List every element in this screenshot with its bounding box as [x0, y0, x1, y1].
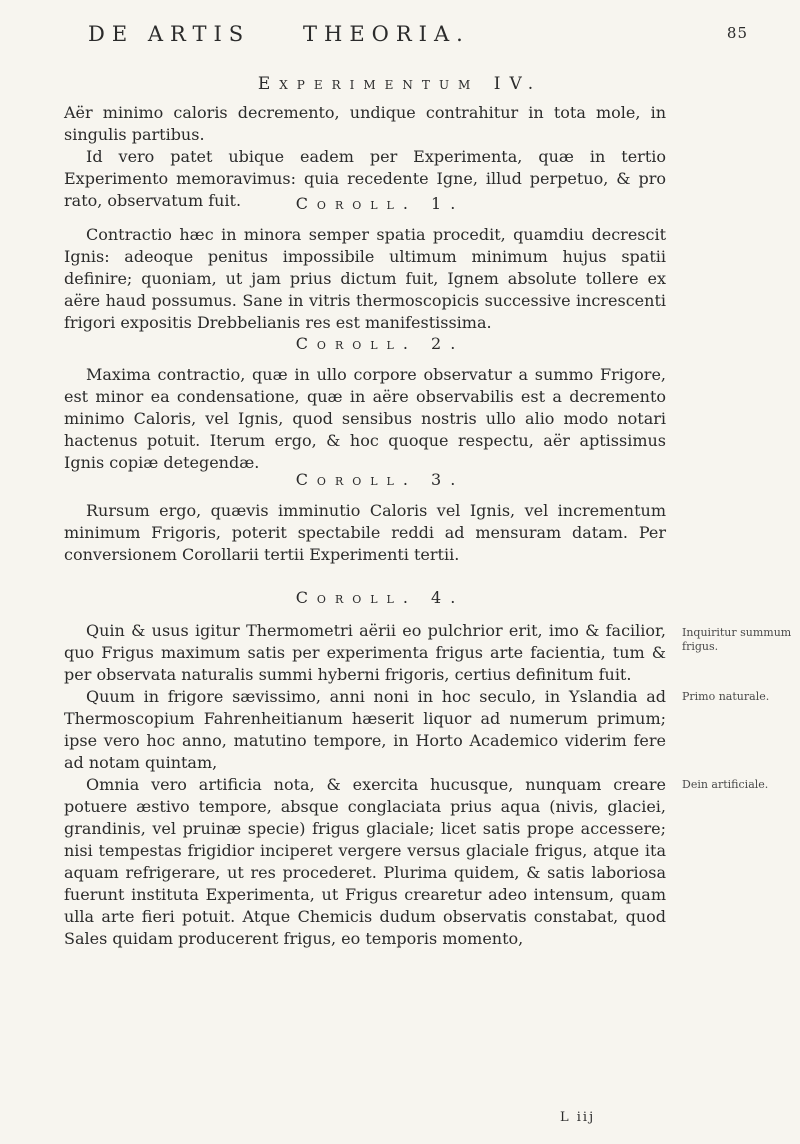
- corollary-heading: Coroll. 1.: [295, 194, 465, 213]
- paragraph: Rursum ergo, quævis imminutio Caloris vel Ignis, vel incrementum minimum Frigoris, poterit spectabile reddi ad mensuram datam. Per conversionem Corollarii tertii Experimenti tertii.: [64, 501, 666, 564]
- signature-mark: L iij: [560, 1110, 596, 1125]
- page-number: 85: [726, 24, 748, 42]
- header-left: DE ARTIS: [88, 22, 251, 46]
- paragraph: Omnia vero artificia nota, & exercita hucusque, nunquam creare potuere æstivo tempore, absque conglaciata prius aqua (nivis, glaciei, grandinis, vel pruinæ specie) frigus glaciale; licet satis prope accessere; nisi tempestas frigidior inciperet vergere versus glaciale frigus, atque ita aquam refrigerare, ut res procederet. Plurima quidem, & satis laboriosa fuerunt instituta Experimenta, ut Frigus crearetur adeo intensum, quam ulla arte fieri potuit. Atque Chemicis dudum observatis constabat, quod Sales quidam producerent frigus, eo temporis momento,: [64, 775, 666, 948]
- margin-note: Primo naturale.: [682, 690, 770, 703]
- paragraph: Quum in frigore sævissimo, anni noni in hoc seculo, in Yslandia ad Thermoscopium Fahrenheitianum hæserit liquor ad numerum primum; ipse vero hoc anno, matutino tempore, in Horto Academico viderim fere ad notam quintam,: [64, 687, 666, 772]
- corollary-heading: Coroll. 3.: [295, 470, 465, 489]
- corollary-heading: Coroll. 4.: [295, 588, 465, 607]
- section-corollary-4: [64, 620, 666, 950]
- paragraph: Quin & usus igitur Thermometri aërii eo pulchrior erit, imo & facilior, quo Frigus maximum satis per experimenta frigus arte facientia, tum & per observata naturalis summi hyberni frigoris, certius definitum fuit.: [64, 621, 666, 684]
- paragraph: Id vero patet ubique eadem per Experimenta, quæ in tertio Experimento memoravimus: quia recedente Igne, illud perpetuo, & pro rato, observatum fuit.: [64, 147, 666, 210]
- corollary-heading: Coroll. 2.: [295, 334, 465, 353]
- paragraph: Aër minimo caloris decremento, undique contrahitur in tota mole, in singulis partibus.: [64, 103, 666, 144]
- section-corollary-1: [64, 224, 666, 334]
- running-header: [88, 22, 748, 62]
- header-right: THEORIA.: [303, 22, 470, 46]
- paragraph: Maxima contractio, quæ in ullo corpore observatur a summo Frigore, est minor ea condensatione, quæ in aëre observabilis est a decremento minimo Caloris, vel Ignis, quod sensibus nostris ullo alio modo notari hactenus potuit. Iterum ergo, & hoc quoque respectu, aër aptissimus Ignis copiæ detegendæ.: [64, 365, 666, 472]
- paragraph: Contractio hæc in minora semper spatia procedit, quamdiu decrescit Ignis: adeoque penitus impossibile ultimum minimum hujus spatii definire; quoniam, ut jam prius dictum fuit, Ignem absolute tollere ex aëre haud possumus. Sane in vitris thermoscopicis successive increscenti frigori expositis Drebbelianis res est manifestissima.: [64, 225, 666, 332]
- margin-note: Dein artificiale.: [682, 778, 769, 791]
- experiment-title: Experimentum IV.: [257, 74, 543, 94]
- section-corollary-2: [64, 364, 666, 474]
- margin-note: Inquiritur summum frigus.: [682, 626, 792, 653]
- section-corollary-3: [64, 500, 666, 566]
